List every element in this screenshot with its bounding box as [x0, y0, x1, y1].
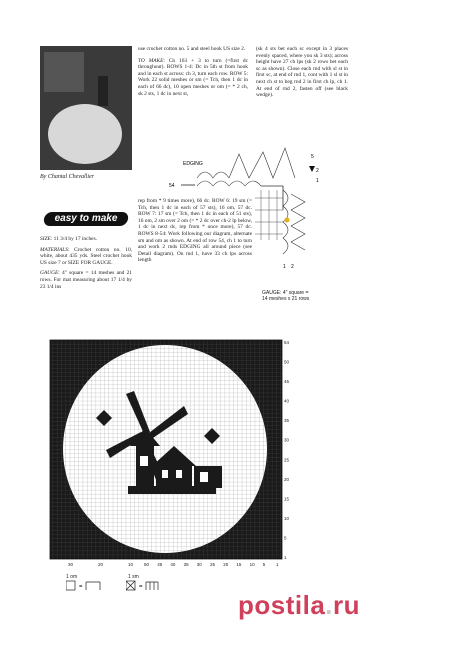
house-window-2 — [176, 470, 182, 478]
chart-row-number: 54 — [284, 340, 290, 345]
right-text: (sk 4 sts bet each sc except in 3 places evenly spaced, where you sk 3 sts); across height have 27 ch lps (sk 2 rows bet each sc as shown). Close each rnd with sl st in first sc, at end of rnd 1, cont with 1 sl st in next ch st to beg rnd 2 in first ch lp, ch 1. At end of rnd 2, fasten off (see black wedge). — [256, 46, 348, 99]
easy-to-make-badge — [44, 210, 128, 228]
col-number-group — [68, 562, 279, 567]
mid-top-text: use crochet cotton no. 5 and steel hook US size 2. — [138, 46, 246, 52]
edging-row-label: 54 — [169, 183, 175, 189]
edging-col-label-1: 1 — [283, 264, 286, 270]
legend-sm — [126, 580, 186, 592]
edging-right-picots — [291, 194, 305, 250]
gauge-text: : 4" square = 14 meshes and 21 rows. For mat measuring about 17 1/4 by 23 1/4 ins — [40, 270, 132, 290]
legend-om-symbol — [86, 582, 100, 590]
chart-col-number: 10 — [249, 562, 255, 567]
chart-col-number-left: 20 — [98, 562, 104, 567]
chart-row-number: 5 — [284, 535, 287, 541]
chart-row-number: 35 — [284, 418, 290, 424]
chart-col-number: 45 — [157, 562, 163, 567]
chart-col-number: 15 — [236, 562, 242, 567]
row-number-group — [284, 340, 290, 560]
chart-row-number: 45 — [284, 379, 290, 385]
legend-sm-symbol — [146, 582, 158, 590]
tower-window — [140, 456, 148, 466]
edging-title: EDGING — [183, 161, 203, 167]
left-column — [40, 236, 132, 290]
watermark-text-b: ru — [333, 590, 361, 620]
photo-doily — [40, 46, 132, 170]
chart-col-number: 20 — [223, 562, 229, 567]
badge-label: easy to make — [54, 213, 118, 224]
chart-col-number-left: 30 — [68, 562, 74, 567]
photo-caption: By Chantal Chevallier — [40, 174, 94, 180]
chart-row-number: 50 — [284, 359, 290, 365]
chart-col-number: 5 — [262, 562, 266, 567]
size-paragraph — [40, 236, 132, 243]
chart-row-number: 30 — [284, 437, 290, 443]
tree-window — [200, 472, 208, 482]
legend-sm-label: 1 sm — [128, 574, 139, 580]
chart-row-number: 15 — [284, 496, 290, 502]
watermark-text-a: postila — [238, 590, 326, 620]
materials-label: MATERIALS — [40, 246, 68, 253]
edging-grid — [255, 190, 283, 240]
chart-row-number: 1 — [284, 555, 287, 560]
edging-rnd1-label: 1 — [316, 178, 319, 184]
materials-text: : Crochet cotton no. 10, white, about 435 yds. Steel crochet hook US size 7 or SIZE FOR GAUGE. — [40, 246, 132, 266]
watermark — [238, 590, 360, 621]
legend-om-label: 1 om — [66, 574, 78, 580]
edging-col-label-2: 2 — [291, 264, 294, 270]
chart-row-number: 20 — [284, 476, 290, 482]
edging-mark-label: 5 — [311, 154, 314, 160]
watermark-dot: . — [325, 590, 334, 620]
to-make-paragraph — [138, 58, 248, 98]
to-make-text: : Ch 163 + 3 to turn (=first dc throughout). ROWS 1-4: Dc in 5th st from hook and in each st across: ch 3, turn each row. ROW 5: Work 22 solid meshes or sm (= Tch, then 1 dc in each of 66 dc), 10 open meshes or om (= * 2 ch, sk 2 sts, 1 dc in next st, — [138, 57, 248, 97]
mid-bottom-text: rep from * 9 times more), 66 dc. ROW 6: 19 sm (= Tch, then 1 dc in each of 57 sts), 16 om, 57 dc. ROW 7: 17 sm (= Tch, then 1 dc in each of 51 sts), 16 om, 2 sm over 2 om (= * 2 dc over ch-2 lp below, 1 dc in next dc, rep from * once more), 57 dc. ROWS 8-54: Work following our diagram, alternate sm and om as shown. At end of row 54, ch 1 to turn and work 2 rnds EDGING all around piece (see Detail diagram). On rnd 1, have 33 ch lps across length — [138, 198, 252, 264]
middle-column-top — [138, 46, 248, 97]
chart-circle-grid — [63, 345, 267, 553]
chart-row-number: 25 — [284, 457, 290, 463]
chart-col-number: 35 — [183, 562, 189, 567]
house-body — [156, 464, 192, 488]
gauge-note-line-1: GAUGE: 4" square = — [262, 290, 309, 296]
house-window-1 — [162, 470, 168, 478]
legend-sm-cross — [126, 581, 135, 590]
gauge-paragraph — [40, 270, 132, 290]
photo-window — [44, 52, 84, 92]
chart-col-number-left: 10 — [128, 562, 134, 567]
legend-om — [66, 580, 106, 592]
chart-col-number: 40 — [170, 562, 176, 567]
edging-diagram — [165, 140, 330, 280]
edging-marker — [285, 218, 290, 223]
chart-col-number: 25 — [210, 562, 216, 567]
chart-row-number: 10 — [284, 515, 290, 521]
edging-rnd2-label: 2 — [316, 168, 319, 174]
chart-col-number: 30 — [196, 562, 202, 567]
photo-bottle — [98, 76, 108, 106]
filet-chart — [44, 336, 296, 572]
legend-sm-equals: = — [139, 584, 143, 590]
legend-om-equals: = — [79, 584, 83, 590]
chart-row-number: 40 — [284, 398, 290, 404]
gauge-label: GAUGE — [40, 270, 59, 277]
size-label: SIZE — [40, 236, 51, 242]
chart-col-number: 1 — [276, 562, 279, 567]
edging-picots — [229, 148, 295, 178]
size-text: : 11 3/4 by 17 inches. — [50, 236, 98, 242]
fasten-off-wedge — [309, 166, 315, 172]
edging-top-loops — [197, 181, 261, 186]
edging-top-loops-rnd2 — [197, 172, 229, 178]
gauge-note-line-2: 14 meshes x 21 rows — [262, 296, 310, 302]
to-make-label: TO MAKE — [138, 57, 164, 64]
legend-om-square — [66, 581, 75, 590]
materials-paragraph — [40, 247, 132, 267]
right-column — [256, 46, 348, 99]
gauge-note — [262, 290, 309, 302]
chart-col-number: 50 — [144, 562, 150, 567]
photo-doily-mat — [48, 104, 122, 164]
